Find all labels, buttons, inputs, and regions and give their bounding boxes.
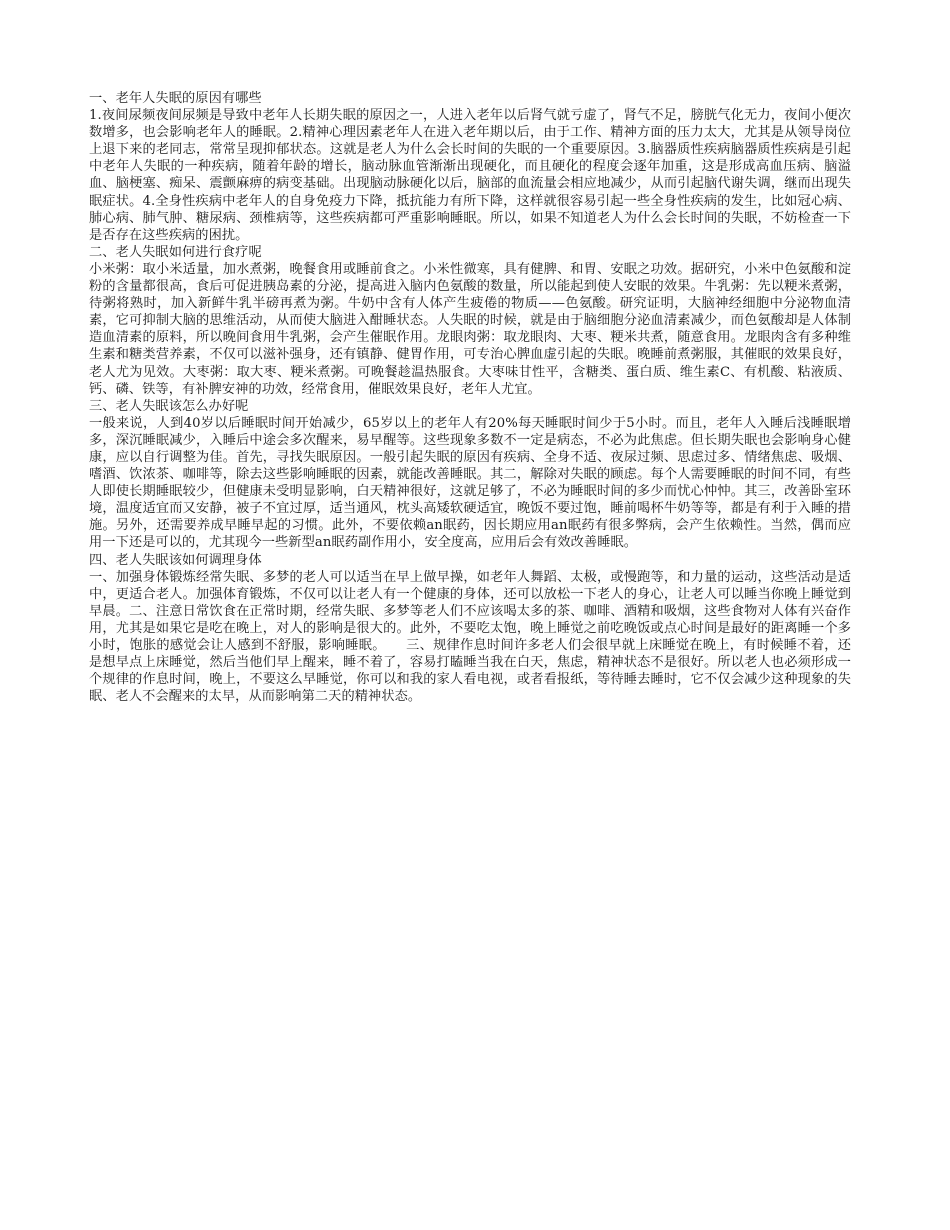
- section-paragraph: 1.夜间尿频夜间尿频是导致中老年人长期失眠的原因之一，人进入老年以后肾气就亏虚了，肾气不足，膀胱气化无力，夜间小便次数增多，也会影响老年人的睡眠。2.精神心理因素老年人在进入老年期以后，由于工作、精神方面的压力太大，尤其是从领导岗位上退下来的老同志，常常呈现抑郁状态。这就是老人为什么会长时间的失眠的一个重要原因。3.脑器质性疾病脑器质性疾病是引起中老年人失眠的一种疾病，随着年龄的增长，脑动脉血管渐渐出现硬化，而且硬化的程度会逐年加重，这是形成高血压病、脑溢血、脑梗塞、痴呆、震颤麻痹的病变基础。出现脑动脉硬化以后，脑部的血流量会相应地减少，从而引起脑代谢失调，继而出现失眠症状。4.全身性疾病中老年人的自身免疫力下降，抵抗能力有所下降，这样就很容易引起一些全身性疾病的发生，比如冠心病、肺心病、肺气肿、糖尿病、颈椎病等，这些疾病都可严重影响睡眠。所以，如果不知道老人为什么会长时间的失眠，不妨检查一下是否存在这些疾病的困扰。: [89, 108, 851, 243]
- section-heading: 四、老人失眠该如何调理身体: [89, 552, 262, 568]
- section-paragraph: 一般来说，人到40岁以后睡眠时间开始减少，65岁以上的老年人有20%每天睡眠时间少于5小时。而且，老年人入睡后浅睡眠增多，深沉睡眠减少，入睡后中途会多次醒来，易早醒等。这些现象多数不一定是病态，不必为此焦虑。但长期失眠也会影响身心健康，应以自行调整为佳。首先，寻找失眠原因。一般引起失眠的原因有疾病、全身不适、夜尿过频、思虑过多、情绪焦虑、吸烟、嗜酒、饮浓茶、咖啡等，除去这些影响睡眠的因素，就能改善睡眠。其二，解除对失眠的顾虑。每个人需要睡眠的时间不同，有些人即使长期睡眠较少，但健康未受明显影响，白天精神很好，这就足够了，不必为睡眠时间的多少而忧心忡忡。其三，改善卧室环境，温度适宜而又安静，被子不宜过厚，适当通风，枕头高矮软硬适宜，晚饭不要过饱，睡前喝杯牛奶等等，都是有利于入睡的措施。另外，还需要养成早睡早起的习惯。此外，不要依赖an眠药，因长期应用an眠药有很多弊病，会产生依赖性。当然，偶而应用一下还是可以的，尤其现今一些新型an眠药副作用小，安全度高，应用后会有效改善睡眠。: [89, 415, 851, 551]
- section-body-conditioning: [89, 552, 851, 706]
- section-what-to-do: [89, 398, 851, 552]
- section-diet-therapy: [89, 244, 851, 398]
- section-heading: 一、老年人失眠的原因有哪些: [89, 91, 262, 106]
- section-paragraph: 一、加强身体锻炼经常失眠、多梦的老人可以适当在早上做早操，如老年人舞蹈、太极，或慢跑等，和力量的运动，这些活动是适中，更适合老人。加强体育锻炼，不仅可以让老人有一个健康的身体，还可以放松一下老人的身心，让老人可以睡当你晚上睡觉到早晨。二、注意日常饮食在正常时期，经常失眠、多梦等老人们不应该喝太多的茶、咖啡、酒精和吸烟，这些食物对人体有兴奋作用，尤其是如果它是吃在晚上，对人的影响是很大的。此外，不要吃太饱，晚上睡觉之前吃晚饭或点心时间是最好的距离睡一个多小时，饱胀的感觉会让人感到不舒服，影响睡眠。 三、规律作息时间许多老人们会很早就上床睡觉在晚上，有时候睡不着，还是想早点上床睡觉，然后当他们早上醒来，睡不着了，容易打瞌睡当我在白天，焦虑，精神状态不是很好。所以老人也必须形成一个规律的作息时间，晚上，不要这么早睡觉，你可以和我的家人看电视，或者看报纸，等待睡去睡时，它不仅会减少这种现象的失眠、老人不会醒来的太早，从而影响第二天的精神状态。: [89, 569, 851, 705]
- section-paragraph: 小米粥：取小米适量，加水煮粥，晚餐食用或睡前食之。小米性微寒，具有健脾、和胃、安眠之功效。据研究，小米中色氨酸和淀粉的含量都很高，食后可促进胰岛素的分泌，提高进入脑内色氨酸的数量，所以能起到使人安眠的效果。牛乳粥：先以粳米煮粥，待粥将熟时，加入新鲜牛乳半磅再煮为粥。牛奶中含有人体产生疲倦的物质——色氨酸。研究证明，大脑神经细胞中分泌物血清素，它可抑制大脑的思维活动，从而使大脑进入酣睡状态。人失眠的时候，就是由于脑细胞分泌血清素减少，而色氨酸却是人体制造血清素的原料，所以晚间食用牛乳粥，会产生催眠作用。龙眼肉粥：取龙眼肉、大枣、粳米共煮，随意食用。龙眼肉含有多种维生素和糖类营养素，不仅可以滋补强身，还有镇静、健胃作用，可专治心脾血虚引起的失眠。晚睡前煮粥服，其催眠的效果良好，老人尤为见效。大枣粥：取大枣、粳米煮粥。可晚餐趁温热服食。大枣味甘性平，含糖类、蛋白质、维生素C、有机酸、粘液质、钙、磷、铁等，有补脾安神的功效，经常食用，催眠效果良好，老年人尤宜。: [89, 261, 851, 397]
- section-causes: [89, 90, 851, 244]
- section-heading: 三、老人失眠该怎么办好呢: [89, 398, 249, 414]
- section-heading: 二、老人失眠如何进行食疗呢: [89, 244, 262, 260]
- document-page: [89, 90, 851, 705]
